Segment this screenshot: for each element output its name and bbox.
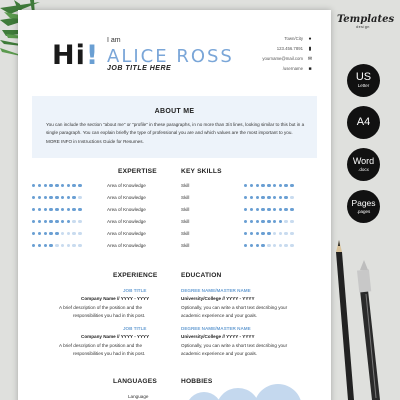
level-dot xyxy=(273,232,276,235)
level-dot xyxy=(38,220,41,223)
skill-item: Skill xyxy=(181,195,190,200)
level-dot xyxy=(32,184,35,187)
level-dot xyxy=(67,220,70,223)
greeting: Hi! xyxy=(52,40,100,71)
school-1: University/College // YYYY - YYYY xyxy=(181,296,255,301)
badge-main: US xyxy=(355,71,372,83)
badge-us-letter xyxy=(347,64,380,97)
expertise-item: Area of Knowledge xyxy=(107,207,146,212)
level-dot xyxy=(273,208,276,211)
badge-sub: .docx xyxy=(358,167,369,172)
level-dot xyxy=(61,208,64,211)
level-dot xyxy=(44,232,47,235)
expertise-item: Area of Knowledge xyxy=(107,243,146,248)
level-dot xyxy=(256,208,259,211)
level-dot xyxy=(55,196,58,199)
education-title: EDUCATION xyxy=(181,272,222,279)
level-dot xyxy=(267,184,270,187)
level-dot xyxy=(290,196,293,199)
skill-item: Skill xyxy=(181,219,190,224)
degree-1: DEGREE NAME/MASTER NAME xyxy=(181,288,251,293)
edu-desc-1a: Optionally, you can write a short text describing your xyxy=(181,305,288,310)
level-dot xyxy=(256,196,259,199)
level-dot xyxy=(38,208,41,211)
level-dot xyxy=(273,196,276,199)
email-icon: ✉ xyxy=(307,56,313,62)
level-dot xyxy=(55,220,58,223)
contact-block xyxy=(262,34,313,74)
level-dot xyxy=(78,220,81,223)
level-dot xyxy=(279,184,282,187)
level-dot xyxy=(279,196,282,199)
level-dot xyxy=(284,196,287,199)
level-dot xyxy=(290,220,293,223)
school-2: University/College // YYYY - YYYY xyxy=(181,334,255,339)
level-dot xyxy=(284,220,287,223)
level-dot xyxy=(72,208,75,211)
username-text: /username xyxy=(282,66,303,71)
skill-level-dots xyxy=(244,244,294,247)
job-desc-1b: responsibilities you had in this post. xyxy=(73,313,146,318)
level-dot xyxy=(279,244,282,247)
level-dot xyxy=(49,220,52,223)
skill-level-dots xyxy=(244,184,294,187)
level-dot xyxy=(279,208,282,211)
linkedin-icon: ■ xyxy=(308,66,312,72)
skill-level-dots xyxy=(244,208,294,211)
expertise-level-dots xyxy=(32,244,82,247)
email-text: yourname@mail.com xyxy=(262,56,303,61)
level-dot xyxy=(261,232,264,235)
resume-sheet xyxy=(18,10,331,400)
level-dot xyxy=(256,220,259,223)
level-dot xyxy=(61,244,64,247)
job-title-2: JOB TITLE xyxy=(123,326,147,331)
level-dot xyxy=(256,184,259,187)
edu-desc-1b: academic experience and your goals. xyxy=(181,313,258,318)
level-dot xyxy=(284,232,287,235)
experience-title: EXPERIENCE xyxy=(113,272,158,279)
level-dot xyxy=(38,244,41,247)
level-dot xyxy=(72,244,75,247)
level-dot xyxy=(250,232,253,235)
level-dot xyxy=(290,244,293,247)
level-dot xyxy=(78,196,81,199)
level-dot xyxy=(44,208,47,211)
level-dot xyxy=(44,244,47,247)
level-dot xyxy=(261,220,264,223)
key-skills-title: KEY SKILLS xyxy=(181,168,222,175)
level-dot xyxy=(72,220,75,223)
level-dot xyxy=(67,184,70,187)
expertise-level-dots xyxy=(32,196,82,199)
level-dot xyxy=(72,232,75,235)
level-dot xyxy=(55,232,58,235)
expertise-level-dots xyxy=(32,184,82,187)
level-dot xyxy=(250,220,253,223)
level-dot xyxy=(244,232,247,235)
expertise-title: EXPERTISE xyxy=(118,168,157,175)
hobby-circle xyxy=(254,384,302,400)
expertise-level-dots xyxy=(32,220,82,223)
edu-desc-2b: academic experience and your goals. xyxy=(181,351,258,356)
level-dot xyxy=(32,220,35,223)
level-dot xyxy=(244,196,247,199)
expertise-level-dots xyxy=(32,232,82,235)
candidate-name: ALICE ROSS xyxy=(107,46,234,67)
skill-level-dots xyxy=(244,232,294,235)
level-dot xyxy=(267,232,270,235)
level-dot xyxy=(67,244,70,247)
level-dot xyxy=(67,232,70,235)
level-dot xyxy=(244,208,247,211)
level-dot xyxy=(78,232,81,235)
level-dot xyxy=(290,184,293,187)
company-2: Company Name // YYYY - YYYY xyxy=(81,334,150,339)
level-dot xyxy=(32,196,35,199)
level-dot xyxy=(67,196,70,199)
level-dot xyxy=(244,184,247,187)
company-1: Company Name // YYYY - YYYY xyxy=(81,296,150,301)
i-am-label: I am xyxy=(107,37,121,44)
badge-sub: .pages xyxy=(356,209,371,214)
skill-item: Skill xyxy=(181,243,190,248)
job-desc-2a: A brief description of the position and the xyxy=(59,343,142,348)
level-dot xyxy=(44,220,47,223)
level-dot xyxy=(244,244,247,247)
level-dot xyxy=(49,232,52,235)
level-dot xyxy=(267,244,270,247)
logo-subtext: design xyxy=(356,25,370,29)
level-dot xyxy=(78,184,81,187)
level-dot xyxy=(49,196,52,199)
level-dot xyxy=(284,184,287,187)
level-dot xyxy=(290,232,293,235)
expertise-item: Area of Knowledge xyxy=(107,231,146,236)
templates-logo xyxy=(337,14,395,48)
level-dot xyxy=(256,232,259,235)
level-dot xyxy=(250,196,253,199)
expertise-item: Area of Knowledge xyxy=(107,195,146,200)
level-dot xyxy=(279,232,282,235)
level-dot xyxy=(72,184,75,187)
mechanical-pencil-icon xyxy=(357,260,380,400)
badge-main: Word xyxy=(352,156,375,166)
job-desc-1a: A brief description of the position and the xyxy=(59,305,142,310)
level-dot xyxy=(44,196,47,199)
level-dot xyxy=(61,184,64,187)
level-dot xyxy=(38,184,41,187)
location-text: Town/City xyxy=(284,36,303,41)
level-dot xyxy=(244,220,247,223)
level-dot xyxy=(78,208,81,211)
level-dot xyxy=(261,196,264,199)
location-pin-icon: ● xyxy=(308,36,312,42)
level-dot xyxy=(267,208,270,211)
level-dot xyxy=(38,196,41,199)
expertise-item: Area of Knowledge xyxy=(107,183,146,188)
job-title-1: JOB TITLE xyxy=(123,288,147,293)
level-dot xyxy=(55,244,58,247)
expertise-item: Area of Knowledge xyxy=(107,219,146,224)
skill-level-dots xyxy=(244,196,294,199)
level-dot xyxy=(256,244,259,247)
level-dot xyxy=(55,208,58,211)
badge-a4 xyxy=(347,106,380,139)
languages-title: LANGUAGES xyxy=(113,378,157,385)
expertise-level-dots xyxy=(32,208,82,211)
skill-item: Skill xyxy=(181,183,190,188)
hobby-circle xyxy=(186,392,222,400)
level-dot xyxy=(267,196,270,199)
level-dot xyxy=(279,220,282,223)
badge-word xyxy=(347,148,380,181)
level-dot xyxy=(273,220,276,223)
pencil-icon xyxy=(336,240,354,400)
level-dot xyxy=(250,208,253,211)
degree-2: DEGREE NAME/MASTER NAME xyxy=(181,326,251,331)
level-dot xyxy=(49,184,52,187)
badge-main: Pages xyxy=(351,198,376,208)
level-dot xyxy=(261,244,264,247)
level-dot xyxy=(32,208,35,211)
level-dot xyxy=(32,232,35,235)
level-dot xyxy=(273,184,276,187)
hobby-circle xyxy=(216,388,260,400)
about-title: ABOUT ME xyxy=(154,108,195,115)
about-text: You can include the section "about me" or "profile" in these paragraphs, in no more than 3/4 lines, looking similar to this but in a single paragraph. You can explain briefly the type of professional you are and which values are the most important to you. MORE INFO in Instructions Guide for Resumes. xyxy=(46,122,305,144)
job-title: JOB TITLE HERE xyxy=(107,65,172,72)
level-dot xyxy=(32,244,35,247)
about-section xyxy=(32,96,317,158)
level-dot xyxy=(250,184,253,187)
level-dot xyxy=(72,196,75,199)
badge-main: A4 xyxy=(356,116,371,128)
level-dot xyxy=(38,232,41,235)
level-dot xyxy=(261,208,264,211)
level-dot xyxy=(61,232,64,235)
hobbies-title: HOBBIES xyxy=(181,378,213,385)
level-dot xyxy=(49,208,52,211)
level-dot xyxy=(250,244,253,247)
level-dot xyxy=(61,196,64,199)
level-dot xyxy=(284,208,287,211)
level-dot xyxy=(44,184,47,187)
skill-level-dots xyxy=(244,220,294,223)
pencils-decoration xyxy=(320,230,390,400)
skill-item: Skill xyxy=(181,207,190,212)
level-dot xyxy=(284,244,287,247)
logo-text: Templates xyxy=(337,14,395,25)
level-dot xyxy=(273,244,276,247)
level-dot xyxy=(55,184,58,187)
level-dot xyxy=(49,244,52,247)
level-dot xyxy=(261,184,264,187)
job-desc-2b: responsibilities you had in this post. xyxy=(73,351,146,356)
phone-text: 123.456.7891 xyxy=(276,46,303,51)
level-dot xyxy=(290,208,293,211)
level-dot xyxy=(78,244,81,247)
edu-desc-2a: Optionally, you can write a short text describing your xyxy=(181,343,288,348)
language-item: Language xyxy=(128,394,149,399)
skill-item: Skill xyxy=(181,231,190,236)
level-dot xyxy=(61,220,64,223)
phone-icon: ▮ xyxy=(308,46,312,52)
level-dot xyxy=(267,220,270,223)
badge-sub: Letter xyxy=(357,83,370,88)
badge-pages xyxy=(347,190,380,223)
level-dot xyxy=(67,208,70,211)
